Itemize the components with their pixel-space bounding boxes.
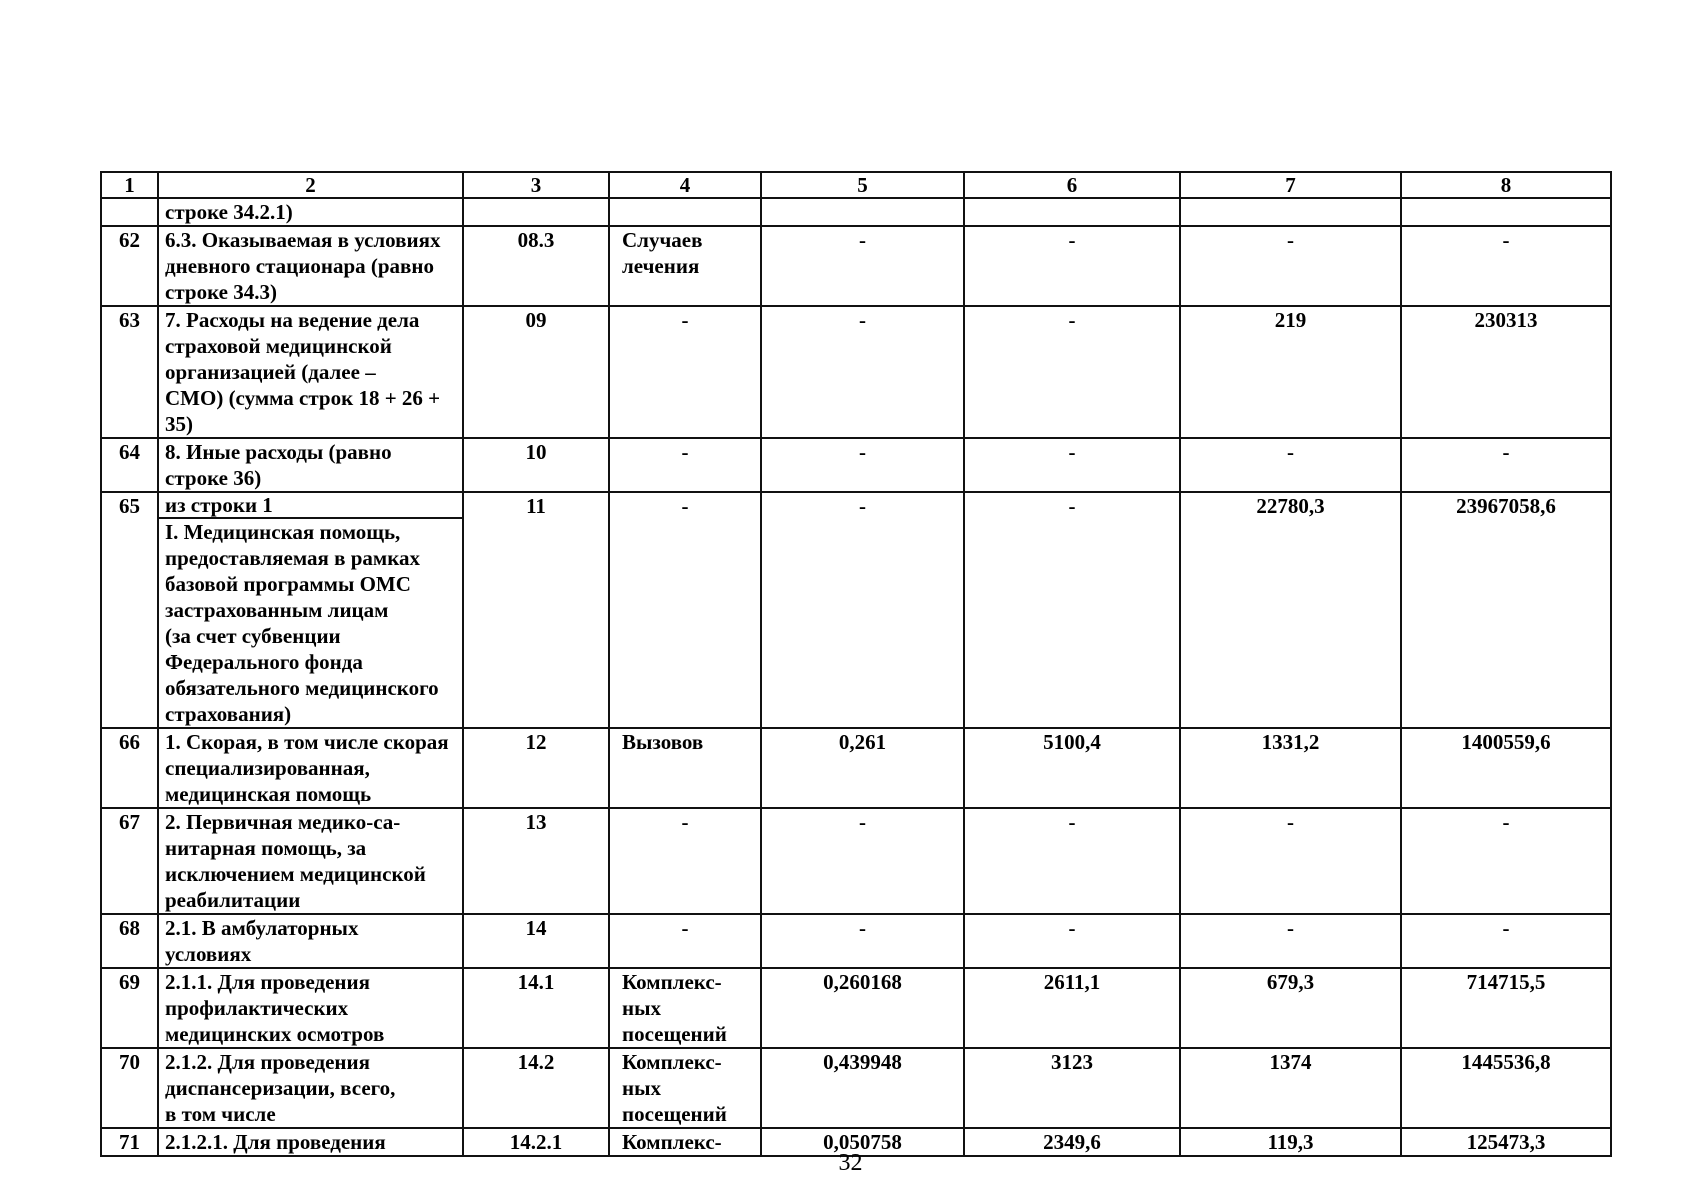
row-label: 7. Расходы на ведение дела страховой медицинской организацией (далее – СМО) (сумма строк 18 + 26 + 35) bbox=[158, 306, 463, 438]
row-label: строке 34.2.1) bbox=[158, 198, 463, 226]
cell-col8: 1400559,6 bbox=[1401, 728, 1611, 808]
column-header: 1 bbox=[101, 172, 158, 198]
row-label: 1. Скорая, в том числе скорая специализированная, медицинская помощь bbox=[158, 728, 463, 808]
cell-col7: - bbox=[1180, 914, 1401, 968]
column-header: 8 bbox=[1401, 172, 1611, 198]
row-code: 14 bbox=[463, 914, 609, 968]
budget-table bbox=[100, 171, 1612, 1157]
row-number: 64 bbox=[101, 438, 158, 492]
cell-col7: 1374 bbox=[1180, 1048, 1401, 1128]
column-header: 3 bbox=[463, 172, 609, 198]
cell-col5: - bbox=[761, 438, 964, 492]
column-header: 4 bbox=[609, 172, 761, 198]
row-number: 69 bbox=[101, 968, 158, 1048]
row-code: 14.1 bbox=[463, 968, 609, 1048]
cell bbox=[1401, 198, 1611, 226]
cell-col5: - bbox=[761, 226, 964, 306]
cell bbox=[463, 198, 609, 226]
row-unit: Случаев лечения bbox=[609, 226, 761, 306]
cell-col7: 219 bbox=[1180, 306, 1401, 438]
cell-col5: - bbox=[761, 306, 964, 438]
cell-col7: 679,3 bbox=[1180, 968, 1401, 1048]
cell-col7: 22780,3 bbox=[1180, 492, 1401, 728]
cell-col8: - bbox=[1401, 226, 1611, 306]
row-label: 6.3. Оказываемая в условиях дневного стационара (равно строке 34.3) bbox=[158, 226, 463, 306]
cell-col5: 0,439948 bbox=[761, 1048, 964, 1128]
table-row bbox=[101, 728, 1611, 808]
cell-col6: - bbox=[964, 306, 1180, 438]
row-code: 11 bbox=[463, 492, 609, 728]
cell-col5: 0,260168 bbox=[761, 968, 964, 1048]
row-label: 8. Иные расходы (равно строке 36) bbox=[158, 438, 463, 492]
cell-col7: - bbox=[1180, 438, 1401, 492]
cell-col8: 714715,5 bbox=[1401, 968, 1611, 1048]
cell-col5: - bbox=[761, 808, 964, 914]
row-code: 10 bbox=[463, 438, 609, 492]
row-sublabel: I. Медицинская помощь, предоставляемая в рамках базовой программы ОМС застрахованным лицам (за счет субвенции Федерального фонда обязательного медицинского страхования) bbox=[158, 518, 463, 728]
cell-col6: - bbox=[964, 808, 1180, 914]
cell-col7: - bbox=[1180, 808, 1401, 914]
cell-col6: - bbox=[964, 914, 1180, 968]
cell-col6: 5100,4 bbox=[964, 728, 1180, 808]
cell-col7: 119,3 bbox=[1180, 1128, 1401, 1156]
cell-col8: 230313 bbox=[1401, 306, 1611, 438]
cell-col5: 0,261 bbox=[761, 728, 964, 808]
cell-col6: - bbox=[964, 438, 1180, 492]
row-unit: Комплекс- ных посещений bbox=[609, 968, 761, 1048]
cell-col8: - bbox=[1401, 808, 1611, 914]
row-unit: - bbox=[609, 808, 761, 914]
cell-col8: 125473,3 bbox=[1401, 1128, 1611, 1156]
row-label: 2.1.1. Для проведения профилактических медицинских осмотров bbox=[158, 968, 463, 1048]
row-number: 67 bbox=[101, 808, 158, 914]
column-header: 2 bbox=[158, 172, 463, 198]
row-code: 08.3 bbox=[463, 226, 609, 306]
cell-col5: 0,050758 bbox=[761, 1128, 964, 1156]
cell-col8: 23967058,6 bbox=[1401, 492, 1611, 728]
row-label: 2.1.2. Для проведения диспансеризации, всего, в том числе bbox=[158, 1048, 463, 1128]
table-row bbox=[101, 438, 1611, 492]
row-code: 14.2.1 bbox=[463, 1128, 609, 1156]
table-row bbox=[101, 306, 1611, 438]
column-header: 6 bbox=[964, 172, 1180, 198]
row-unit: - bbox=[609, 438, 761, 492]
row-code: 13 bbox=[463, 808, 609, 914]
table-row bbox=[101, 914, 1611, 968]
cell-col5: - bbox=[761, 492, 964, 728]
cell-col8: - bbox=[1401, 914, 1611, 968]
row-unit: Комплекс- ных посещений bbox=[609, 1048, 761, 1128]
table-row bbox=[101, 492, 1611, 518]
continuation-row bbox=[101, 198, 1611, 226]
row-number: 71 bbox=[101, 1128, 158, 1156]
row-label: 2.1. В амбулаторных условиях bbox=[158, 914, 463, 968]
row-code: 14.2 bbox=[463, 1048, 609, 1128]
row-unit: - bbox=[609, 914, 761, 968]
column-header: 5 bbox=[761, 172, 964, 198]
row-number: 62 bbox=[101, 226, 158, 306]
page-number: 32 bbox=[838, 1150, 863, 1176]
row-unit: - bbox=[609, 492, 761, 728]
header-row bbox=[101, 172, 1611, 198]
column-header: 7 bbox=[1180, 172, 1401, 198]
cell-col7: 1331,2 bbox=[1180, 728, 1401, 808]
row-number: 66 bbox=[101, 728, 158, 808]
cell-col6: - bbox=[964, 226, 1180, 306]
table-row bbox=[101, 968, 1611, 1048]
table-row bbox=[101, 808, 1611, 914]
row-number: 70 bbox=[101, 1048, 158, 1128]
cell-col5: - bbox=[761, 914, 964, 968]
row-number bbox=[101, 198, 158, 226]
row-code: 12 bbox=[463, 728, 609, 808]
cell-col7: - bbox=[1180, 226, 1401, 306]
row-number: 68 bbox=[101, 914, 158, 968]
row-unit: Вызовов bbox=[609, 728, 761, 808]
row-number: 63 bbox=[101, 306, 158, 438]
row-number: 65 bbox=[101, 492, 158, 728]
cell-col6: - bbox=[964, 492, 1180, 728]
cell-col6: 2611,1 bbox=[964, 968, 1180, 1048]
cell bbox=[964, 198, 1180, 226]
cell-col6: 2349,6 bbox=[964, 1128, 1180, 1156]
cell bbox=[1180, 198, 1401, 226]
row-label: 2.1.2.1. Для проведения bbox=[158, 1128, 463, 1156]
cell-col8: - bbox=[1401, 438, 1611, 492]
table-row bbox=[101, 1048, 1611, 1128]
cell-col8: 1445536,8 bbox=[1401, 1048, 1611, 1128]
table-row bbox=[101, 226, 1611, 306]
cell-col6: 3123 bbox=[964, 1048, 1180, 1128]
row-label: из строки 1 bbox=[158, 492, 463, 518]
row-code: 09 bbox=[463, 306, 609, 438]
cell bbox=[761, 198, 964, 226]
row-unit: - bbox=[609, 306, 761, 438]
cell bbox=[609, 198, 761, 226]
row-unit: Комплекс- bbox=[609, 1128, 761, 1156]
row-label: 2. Первичная медико-са- нитарная помощь, за исключением медицинской реабилитации bbox=[158, 808, 463, 914]
